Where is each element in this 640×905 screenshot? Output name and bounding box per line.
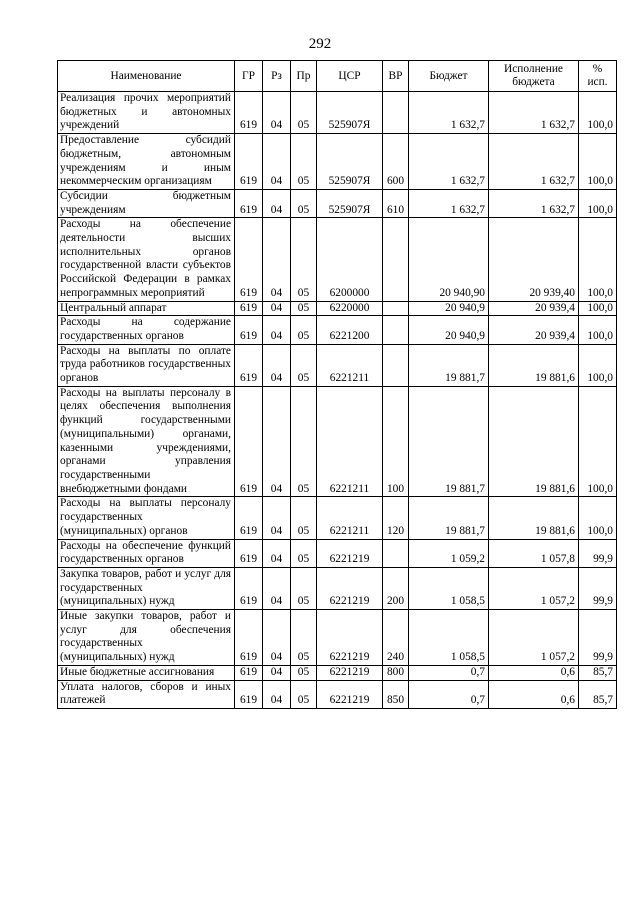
cell-pr: 05 — [291, 539, 317, 567]
header-name: Наименование — [58, 61, 235, 92]
cell-name: Расходы на содержание государственных органов — [58, 316, 235, 344]
cell-execution: 1 057,2 — [489, 610, 579, 666]
table-row — [58, 189, 617, 217]
cell-pr: 05 — [291, 189, 317, 217]
header-budget: Бюджет — [409, 61, 489, 92]
cell-name: Закупка товаров, работ и услуг для государственных (муниципальных) нужд — [58, 567, 235, 609]
cell-name: Субсидии бюджетным учреждениям — [58, 189, 235, 217]
cell-rz: 04 — [263, 344, 291, 386]
table-row — [58, 665, 617, 680]
header-percent: % исп. — [579, 61, 617, 92]
header-vr: ВР — [383, 61, 409, 92]
cell-execution: 1 632,7 — [489, 92, 579, 134]
cell-rz: 04 — [263, 189, 291, 217]
table-row — [58, 301, 617, 316]
cell-pr: 05 — [291, 344, 317, 386]
cell-percent: 100,0 — [579, 386, 617, 497]
cell-pr: 05 — [291, 567, 317, 609]
cell-gr: 619 — [235, 680, 263, 708]
table-row — [58, 218, 617, 301]
cell-pr: 05 — [291, 665, 317, 680]
cell-name: Реализация прочих мероприятий бюджетных и автономных учреждений — [58, 92, 235, 134]
cell-csr: 6220000 — [317, 301, 383, 316]
cell-gr: 619 — [235, 567, 263, 609]
cell-budget: 1 059,2 — [409, 539, 489, 567]
cell-gr: 619 — [235, 386, 263, 497]
cell-percent: 100,0 — [579, 134, 617, 190]
table-row — [58, 386, 617, 497]
table-row — [58, 344, 617, 386]
cell-gr: 619 — [235, 218, 263, 301]
cell-execution: 1 632,7 — [489, 189, 579, 217]
cell-budget: 0,7 — [409, 680, 489, 708]
cell-csr: 525907Я — [317, 92, 383, 134]
cell-rz: 04 — [263, 386, 291, 497]
cell-percent: 100,0 — [579, 92, 617, 134]
cell-name: Расходы на обеспечение функций государственных органов — [58, 539, 235, 567]
table-body — [58, 92, 617, 709]
cell-execution: 19 881,6 — [489, 386, 579, 497]
cell-gr: 619 — [235, 610, 263, 666]
cell-percent: 100,0 — [579, 344, 617, 386]
cell-gr: 619 — [235, 189, 263, 217]
cell-rz: 04 — [263, 301, 291, 316]
cell-gr: 619 — [235, 92, 263, 134]
cell-budget: 1 632,7 — [409, 92, 489, 134]
cell-csr: 525907Я — [317, 134, 383, 190]
cell-csr: 6200000 — [317, 218, 383, 301]
cell-execution: 19 881,6 — [489, 497, 579, 539]
cell-pr: 05 — [291, 680, 317, 708]
header-rz: Рз — [263, 61, 291, 92]
cell-vr: 850 — [383, 680, 409, 708]
cell-percent: 99,9 — [579, 610, 617, 666]
header-csr: ЦСР — [317, 61, 383, 92]
cell-vr: 610 — [383, 189, 409, 217]
cell-csr: 6221219 — [317, 665, 383, 680]
table-row — [58, 539, 617, 567]
cell-percent: 85,7 — [579, 680, 617, 708]
cell-vr — [383, 344, 409, 386]
cell-rz: 04 — [263, 539, 291, 567]
cell-execution: 19 881,6 — [489, 344, 579, 386]
cell-pr: 05 — [291, 134, 317, 190]
cell-vr — [383, 301, 409, 316]
cell-rz: 04 — [263, 218, 291, 301]
cell-csr: 6221219 — [317, 567, 383, 609]
cell-rz: 04 — [263, 497, 291, 539]
cell-percent: 99,9 — [579, 539, 617, 567]
cell-budget: 1 058,5 — [409, 610, 489, 666]
cell-vr: 240 — [383, 610, 409, 666]
cell-csr: 6221211 — [317, 386, 383, 497]
cell-budget: 19 881,7 — [409, 497, 489, 539]
cell-pr: 05 — [291, 386, 317, 497]
table-row — [58, 92, 617, 134]
cell-pr: 05 — [291, 218, 317, 301]
cell-execution: 0,6 — [489, 665, 579, 680]
cell-name: Расходы на обеспечение деятельности высших исполнительных органов государственной власти субъектов Российской Федерации в рамках непрограммных мероприятий — [58, 218, 235, 301]
cell-gr: 619 — [235, 344, 263, 386]
cell-vr — [383, 316, 409, 344]
cell-rz: 04 — [263, 665, 291, 680]
cell-percent: 85,7 — [579, 665, 617, 680]
cell-rz: 04 — [263, 567, 291, 609]
table-row — [58, 610, 617, 666]
table-row — [58, 567, 617, 609]
cell-name: Иные бюджетные ассигнования — [58, 665, 235, 680]
cell-gr: 619 — [235, 665, 263, 680]
cell-csr: 6221219 — [317, 610, 383, 666]
cell-gr: 619 — [235, 539, 263, 567]
cell-pr: 05 — [291, 497, 317, 539]
cell-name: Расходы на выплаты по оплате труда работников государственных органов — [58, 344, 235, 386]
cell-csr: 6221211 — [317, 497, 383, 539]
cell-percent: 100,0 — [579, 189, 617, 217]
cell-percent: 99,9 — [579, 567, 617, 609]
cell-budget: 20 940,90 — [409, 218, 489, 301]
cell-gr: 619 — [235, 497, 263, 539]
cell-vr — [383, 218, 409, 301]
cell-rz: 04 — [263, 680, 291, 708]
cell-csr: 6221219 — [317, 539, 383, 567]
cell-budget: 1 058,5 — [409, 567, 489, 609]
cell-execution: 1 057,8 — [489, 539, 579, 567]
cell-execution: 0,6 — [489, 680, 579, 708]
cell-budget: 19 881,7 — [409, 386, 489, 497]
cell-name: Центральный аппарат — [58, 301, 235, 316]
cell-csr: 525907Я — [317, 189, 383, 217]
budget-table — [57, 60, 617, 709]
cell-vr: 100 — [383, 386, 409, 497]
header-pr: Пр — [291, 61, 317, 92]
cell-rz: 04 — [263, 610, 291, 666]
cell-vr: 600 — [383, 134, 409, 190]
cell-budget: 1 632,7 — [409, 189, 489, 217]
cell-csr: 6221219 — [317, 680, 383, 708]
cell-percent: 100,0 — [579, 316, 617, 344]
cell-execution: 20 939,4 — [489, 301, 579, 316]
cell-name: Иные закупки товаров, работ и услуг для обеспечения государственных (муниципальных) нужд — [58, 610, 235, 666]
cell-execution: 1 632,7 — [489, 134, 579, 190]
cell-rz: 04 — [263, 134, 291, 190]
cell-budget: 20 940,9 — [409, 301, 489, 316]
header-execution: Исполнение бюджета — [489, 61, 579, 92]
cell-budget: 1 632,7 — [409, 134, 489, 190]
cell-name: Расходы на выплаты персоналу в целях обеспечения выполнения функций государственными (муниципальными) органами, казенными учреждениями, органами управления государственными внебюджетными фондами — [58, 386, 235, 497]
table-header-row — [58, 61, 617, 92]
cell-percent: 100,0 — [579, 218, 617, 301]
cell-rz: 04 — [263, 92, 291, 134]
cell-pr: 05 — [291, 92, 317, 134]
cell-pr: 05 — [291, 316, 317, 344]
cell-vr: 800 — [383, 665, 409, 680]
table-row — [58, 134, 617, 190]
cell-csr: 6221200 — [317, 316, 383, 344]
table-row — [58, 316, 617, 344]
cell-name: Предоставление субсидий бюджетным, автономным учреждениям и иным некоммерческим организациям — [58, 134, 235, 190]
cell-csr: 6221211 — [317, 344, 383, 386]
cell-vr: 200 — [383, 567, 409, 609]
table-row — [58, 497, 617, 539]
cell-execution: 20 939,4 — [489, 316, 579, 344]
cell-vr: 120 — [383, 497, 409, 539]
cell-gr: 619 — [235, 134, 263, 190]
cell-execution: 20 939,40 — [489, 218, 579, 301]
cell-budget: 0,7 — [409, 665, 489, 680]
cell-percent: 100,0 — [579, 301, 617, 316]
cell-vr — [383, 92, 409, 134]
header-gr: ГР — [235, 61, 263, 92]
cell-name: Уплата налогов, сборов и иных платежей — [58, 680, 235, 708]
page-number: 292 — [308, 36, 332, 52]
cell-gr: 619 — [235, 316, 263, 344]
cell-name: Расходы на выплаты персоналу государственных (муниципальных) органов — [58, 497, 235, 539]
cell-gr: 619 — [235, 301, 263, 316]
cell-budget: 20 940,9 — [409, 316, 489, 344]
cell-rz: 04 — [263, 316, 291, 344]
table-row — [58, 680, 617, 708]
cell-pr: 05 — [291, 610, 317, 666]
cell-percent: 100,0 — [579, 497, 617, 539]
cell-pr: 05 — [291, 301, 317, 316]
cell-vr — [383, 539, 409, 567]
cell-budget: 19 881,7 — [409, 344, 489, 386]
cell-execution: 1 057,2 — [489, 567, 579, 609]
